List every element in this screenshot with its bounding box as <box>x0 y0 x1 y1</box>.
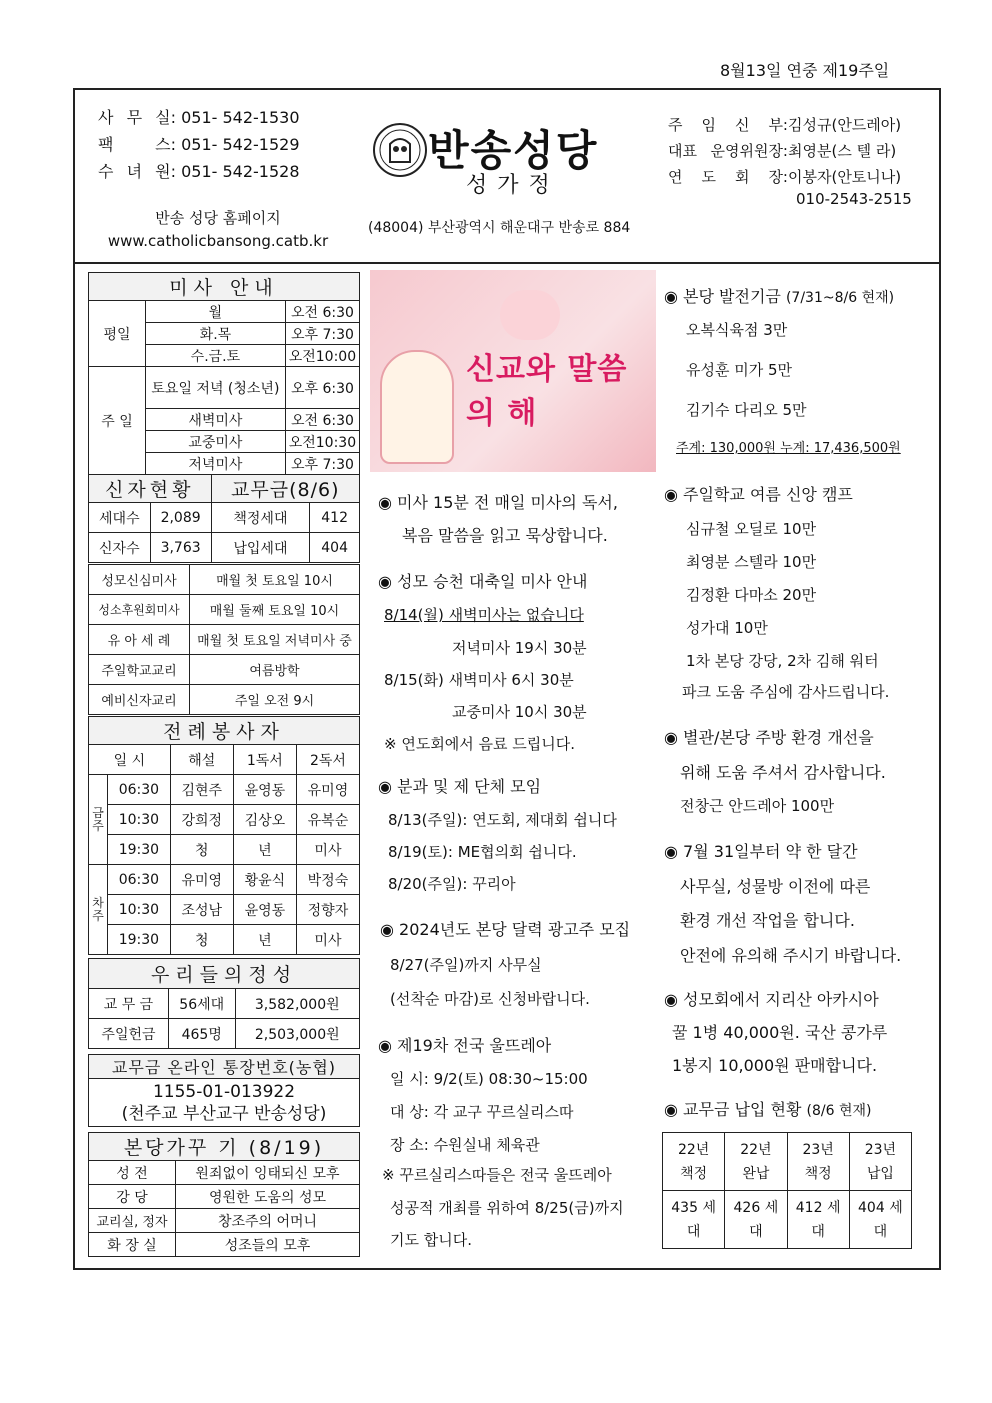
fund-period: (7/31~8/6 현재) <box>785 290 895 306</box>
sunday-label: 주 일 <box>89 367 146 475</box>
mass-day: 교중미사 <box>146 431 286 453</box>
this-week-label: 금주 <box>89 775 108 865</box>
people-label: 신자수 <box>89 533 151 563</box>
assess-label: 책정세대 <box>211 503 310 533</box>
dues-value: 435 세대 <box>663 1191 725 1249</box>
convent-phone: 051- 542-1528 <box>181 162 300 181</box>
events-table <box>88 564 360 715</box>
header-divider <box>73 262 941 264</box>
notice-title: ◉ 미사 15분 전 매일 미사의 독서, <box>378 493 618 512</box>
offering-cell: 3,582,000원 <box>235 989 359 1019</box>
mass-schedule-table <box>88 272 360 475</box>
decor-team: 영원한 도움의 성모 <box>176 1185 360 1209</box>
notice-title: ◉ 분과 및 제 단체 모임 <box>378 777 542 796</box>
members-title: 신자현황 <box>89 475 212 503</box>
liturgy-header: 1독서 <box>233 745 296 775</box>
liturgy-cell: 10:30 <box>108 895 171 925</box>
mass-time: 오전 6:30 <box>285 301 359 323</box>
fax-number: 051- 542-1529 <box>181 135 300 154</box>
dues-value: 426 세대 <box>725 1191 787 1249</box>
elder-name: 이봉자(안토니나) <box>788 168 902 186</box>
people-value: 3,763 <box>150 533 211 563</box>
account-number: 1155-01-013922 <box>152 1081 296 1102</box>
offering-cell: 2,503,000원 <box>235 1019 359 1049</box>
notice-line: 1봉지 10,000원 판매합니다. <box>672 1056 878 1075</box>
weekday-label: 평일 <box>89 301 146 367</box>
dues-status-title: ◉ 교무금 납입 현황 <box>664 1100 802 1119</box>
account-owner: (천주교 부산교구 반송성당) <box>121 1103 327 1124</box>
notice-title: ◉ 별관/본당 주방 환경 개선을 <box>664 728 874 747</box>
liturgy-cell: 미사 <box>296 925 359 955</box>
mass-day: 저녁미사 <box>146 453 286 475</box>
notice-line: 대 상: 각 교구 꾸르실리스따 <box>390 1103 574 1121</box>
notice-line: (선착순 마감)로 신청바랍니다. <box>390 990 590 1008</box>
liturgy-cell: 유복순 <box>296 805 359 835</box>
parish-address: (48004) 부산광역시 해운대구 반송로 884 <box>368 220 631 236</box>
notice-title: ◉ 주일학교 여름 신앙 캠프 <box>664 485 853 504</box>
liturgy-cell: 19:30 <box>108 835 171 865</box>
liturgy-header: 일 시 <box>89 745 171 775</box>
liturgy-cell: 유미영 <box>170 865 233 895</box>
notice-title <box>664 284 894 307</box>
decor-place: 교리실, 정자 <box>89 1209 176 1233</box>
notice-title: ◉ 성모회에서 지리산 아카시아 <box>664 990 879 1009</box>
paid-label: 납입세대 <box>211 533 310 563</box>
notice-line: 8/20(주일): 꾸리아 <box>388 875 516 893</box>
liturgy-cell: 미사 <box>296 835 359 865</box>
decor-team: 성조들의 모후 <box>176 1233 360 1257</box>
notice-line: 8/27(주일)까지 사무실 <box>390 956 542 974</box>
mass-day: 화.목 <box>146 323 286 345</box>
offering-title: 우리들의정성 <box>89 959 360 989</box>
notice-title <box>664 1097 871 1120</box>
offering-cell: 주일헌금 <box>89 1019 169 1049</box>
contact-block <box>98 104 300 185</box>
mass-day: 토요일 저녁 (청소년) <box>146 367 286 409</box>
account-table <box>88 1054 360 1127</box>
liturgy-cell: 윤영동 <box>233 775 296 805</box>
mass-title: 미사 안내 <box>89 273 360 301</box>
notice-line: 성가대 10만 <box>686 619 768 637</box>
mass-day: 수.금.토 <box>146 345 286 367</box>
parish-subtitle: 성가정 <box>466 173 560 198</box>
date-line: 8월13일 연중 제19주일 <box>720 61 890 80</box>
dues-value: 412 세대 <box>787 1191 849 1249</box>
liturgy-cell: 06:30 <box>108 775 171 805</box>
decor-team: 원죄없이 잉태되신 모후 <box>176 1161 360 1185</box>
pastor-label: 주 임 신 부: <box>668 116 788 134</box>
dues-header: 23년 납입 <box>849 1133 911 1191</box>
elder-phone: 010-2543-2515 <box>796 190 912 208</box>
event-when: 주일 오전 9시 <box>190 685 360 715</box>
notice-line: 복음 말씀을 읽고 묵상합니다. <box>402 526 608 545</box>
liturgy-cell: 청 <box>170 925 233 955</box>
notice-line: 8/14(월) 새벽미사는 없습니다 <box>384 606 584 624</box>
notice-line: 일 시: 9/2(토) 08:30~15:00 <box>390 1070 588 1088</box>
decor-place: 강 당 <box>89 1185 176 1209</box>
event-when: 매월 둘째 토요일 10시 <box>190 595 360 625</box>
holy-family-image <box>380 350 454 464</box>
mass-time: 오전10:30 <box>285 431 359 453</box>
liturgy-cell: 김현주 <box>170 775 233 805</box>
notice-title: ◉ 7월 31일부터 약 한 달간 <box>664 842 858 861</box>
fax-label: 팩 스: <box>98 135 176 154</box>
liturgy-cell: 조성남 <box>170 895 233 925</box>
council-label: 대표 운영위원장: <box>668 142 788 160</box>
decor-team: 창조주의 어머니 <box>176 1209 360 1233</box>
dues-title: 교무금(8/6) <box>211 475 359 503</box>
notice-line: 심규철 오딜로 10만 <box>686 520 817 538</box>
notice-line: 사무실, 성물방 이전에 따른 <box>680 877 871 896</box>
liturgy-cell: 19:30 <box>108 925 171 955</box>
pastor-name: 김성규(안드레아) <box>788 116 902 134</box>
notice-line: 유성훈 미가 5만 <box>686 361 793 379</box>
homepage-url[interactable]: www.catholicbansong.catb.kr <box>107 232 329 250</box>
account-title: 교무금 온라인 통장번호(농협) <box>89 1055 360 1079</box>
event-when: 매월 첫 토요일 10시 <box>190 565 360 595</box>
mass-time: 오후 6:30 <box>285 367 359 409</box>
notice-line: 김정환 다마소 20만 <box>686 586 817 604</box>
notice-line: 환경 개선 작업을 합니다. <box>680 911 855 930</box>
notice-line: 8/19(토): ME협의회 쉽니다. <box>388 843 577 861</box>
notice-line: 교중미사 10시 30분 <box>452 703 587 721</box>
dues-status-period: (8/6 현재) <box>806 1103 872 1119</box>
banner-text: 신교와 말씀의 해 <box>466 352 628 431</box>
council-name: 최영분(스 텔 라) <box>788 142 897 160</box>
decor-title: 본당가꾸 기 (8/19) <box>89 1133 360 1161</box>
event-name: 예비신자교리 <box>89 685 190 715</box>
dues-header: 22년 완납 <box>725 1133 787 1191</box>
promo-banner <box>370 270 656 472</box>
next-week-label: 차주 <box>89 865 108 955</box>
notice-title: ◉ 제19차 전국 울뜨레아 <box>378 1036 552 1055</box>
liturgy-cell: 김상오 <box>233 805 296 835</box>
dues-header: 22년 책정 <box>663 1133 725 1191</box>
notice-line: 1차 본당 강당, 2차 김해 워터 <box>686 652 879 670</box>
notice-line: 최영분 스텔라 10만 <box>686 553 817 571</box>
homepage-label: 반송 성당 홈페이지 <box>155 209 281 227</box>
dues-header: 23년 책정 <box>787 1133 849 1191</box>
offering-table <box>88 958 360 1049</box>
notice-line: 안전에 유의해 주시기 바랍니다. <box>680 946 902 965</box>
notice-line: 김기수 다리오 5만 <box>686 401 807 419</box>
notice-title: ◉ 성모 승천 대축일 미사 안내 <box>378 572 588 591</box>
staff-block <box>668 112 901 190</box>
mass-day: 새벽미사 <box>146 409 286 431</box>
mass-day: 월 <box>146 301 286 323</box>
parish-logo-icon <box>372 122 428 178</box>
liturgy-cell: 박정숙 <box>296 865 359 895</box>
event-when: 여름방학 <box>190 655 360 685</box>
dues-status-table <box>662 1132 912 1249</box>
notice-line: ※ 연도회에서 음료 드립니다. <box>384 735 576 753</box>
notice-line: 기도 합니다. <box>390 1231 472 1249</box>
event-name: 유 아 세 례 <box>89 625 190 655</box>
liturgy-cell: 강희정 <box>170 805 233 835</box>
notice-title: ◉ 2024년도 본당 달력 광고주 모집 <box>380 920 631 939</box>
decor-table <box>88 1132 360 1257</box>
liturgy-cell: 청 <box>170 835 233 865</box>
mass-time: 오전 6:30 <box>285 409 359 431</box>
decor-place: 성 전 <box>89 1161 176 1185</box>
notice-line: 파크 도움 주심에 감사드립니다. <box>682 683 890 701</box>
notice-line: 꿀 1병 40,000원. 국산 콩가루 <box>672 1023 888 1042</box>
offering-cell: 56세대 <box>168 989 235 1019</box>
liturgy-cell: 년 <box>233 925 296 955</box>
liturgy-cell: 유미영 <box>296 775 359 805</box>
dues-value: 404 세대 <box>849 1191 911 1249</box>
liturgy-header: 해설 <box>170 745 233 775</box>
liturgy-cell: 황윤식 <box>233 865 296 895</box>
notice-line: 장 소: 수원실내 체육관 <box>390 1136 540 1154</box>
event-when: 매월 첫 토요일 저녁미사 중 <box>190 625 360 655</box>
event-name: 성모신심미사 <box>89 565 190 595</box>
liturgy-cell: 년 <box>233 835 296 865</box>
notice-line: 8/15(화) 새벽미사 6시 30분 <box>384 671 574 689</box>
households-label: 세대수 <box>89 503 151 533</box>
event-name: 주일학교교리 <box>89 655 190 685</box>
event-name: 성소후원회미사 <box>89 595 190 625</box>
members-table <box>88 474 360 563</box>
liturgy-cell: 06:30 <box>108 865 171 895</box>
parish-title: 반송성당 <box>428 126 599 175</box>
households-value: 2,089 <box>150 503 211 533</box>
notice-line: 8/13(주일): 연도회, 제대회 쉽니다 <box>388 811 617 829</box>
notice-line: 오복식육점 3만 <box>686 321 788 339</box>
offering-cell: 465명 <box>168 1019 235 1049</box>
notice-line: 전창근 안드레아 100만 <box>680 797 835 815</box>
convent-label: 수 녀 원: <box>98 162 176 181</box>
heart-icon <box>500 290 560 340</box>
decor-place: 화 장 실 <box>89 1233 176 1257</box>
office-label: 사 무 실: <box>98 108 176 127</box>
mass-time: 오전10:00 <box>285 345 359 367</box>
office-phone: 051- 542-1530 <box>181 108 300 127</box>
liturgy-title: 전례봉사자 <box>89 717 360 745</box>
assess-value: 412 <box>310 503 360 533</box>
mass-time: 오후 7:30 <box>285 323 359 345</box>
homepage-block <box>88 207 348 253</box>
liturgy-cell: 10:30 <box>108 805 171 835</box>
paid-value: 404 <box>310 533 360 563</box>
notice-line: 저녁미사 19시 30분 <box>452 639 587 657</box>
fund-total: 주계: 130,000원 누계: 17,436,500원 <box>676 441 901 456</box>
notice-line: 성공적 개최를 위하여 8/25(금)까지 <box>390 1199 624 1217</box>
mass-time: 오후 7:30 <box>285 453 359 475</box>
liturgy-table <box>88 716 360 955</box>
fund-title: ◉ 본당 발전기금 <box>664 287 781 306</box>
liturgy-cell: 윤영동 <box>233 895 296 925</box>
liturgy-header: 2독서 <box>296 745 359 775</box>
notice-line: 위해 도움 주셔서 감사합니다. <box>680 763 886 782</box>
notice-line: ※ 꾸르실리스따들은 전국 울뜨레아 <box>382 1166 612 1184</box>
elder-label: 연 도 회 장: <box>668 168 788 186</box>
liturgy-cell: 정향자 <box>296 895 359 925</box>
offering-cell: 교 무 금 <box>89 989 169 1019</box>
